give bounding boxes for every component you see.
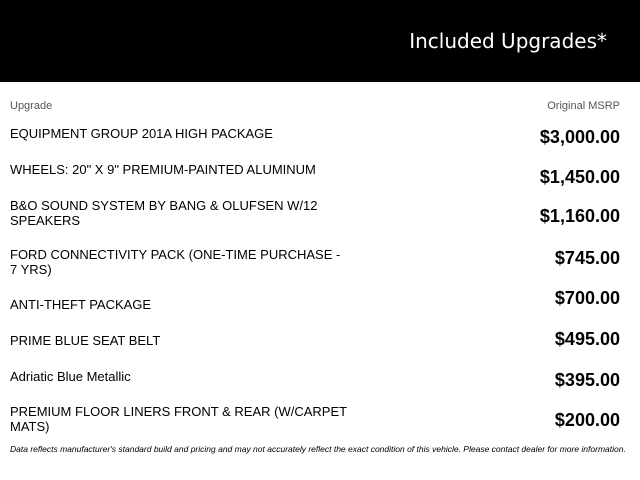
upgrade-price: $1,160.00 [539, 206, 620, 226]
upgrade-column-header: Upgrade [10, 100, 53, 112]
page-title: Included Upgrades* [409, 29, 607, 53]
upgrade-name: FORD CONNECTIVITY PACK (ONE-TIME PURCHASE - 7 YRS) [10, 247, 341, 277]
msrp-column-header: Original MSRP [547, 100, 620, 112]
upgrade-name: B&O SOUND SYSTEM BY BANG & OLUFSEN W/12 SPEAKERS [10, 198, 318, 228]
upgrade-name: PRIME BLUE SEAT BELT [10, 333, 161, 348]
header-bar [0, 0, 640, 82]
upgrade-price: $3,000.00 [539, 127, 620, 147]
disclaimer-text: Data reflects manufacturer's standard build and pricing and may not accurately reflect the exact condition of this vehicle. Please contact dealer for more information. [10, 444, 626, 454]
upgrade-price: $395.00 [554, 370, 620, 390]
upgrade-price: $495.00 [554, 329, 620, 349]
upgrade-price: $200.00 [554, 410, 620, 430]
upgrade-name: PREMIUM FLOOR LINERS FRONT & REAR (W/CARPET MATS) [10, 404, 347, 434]
upgrade-price: $745.00 [554, 248, 620, 268]
upgrade-price: $700.00 [554, 288, 620, 308]
upgrade-price: $1,450.00 [539, 167, 620, 187]
upgrade-name: Adriatic Blue Metallic [10, 369, 131, 384]
upgrade-name: EQUIPMENT GROUP 201A HIGH PACKAGE [10, 126, 273, 141]
upgrade-name: WHEELS: 20" X 9" PREMIUM-PAINTED ALUMINUM [10, 162, 316, 177]
upgrade-name: ANTI-THEFT PACKAGE [10, 297, 152, 312]
